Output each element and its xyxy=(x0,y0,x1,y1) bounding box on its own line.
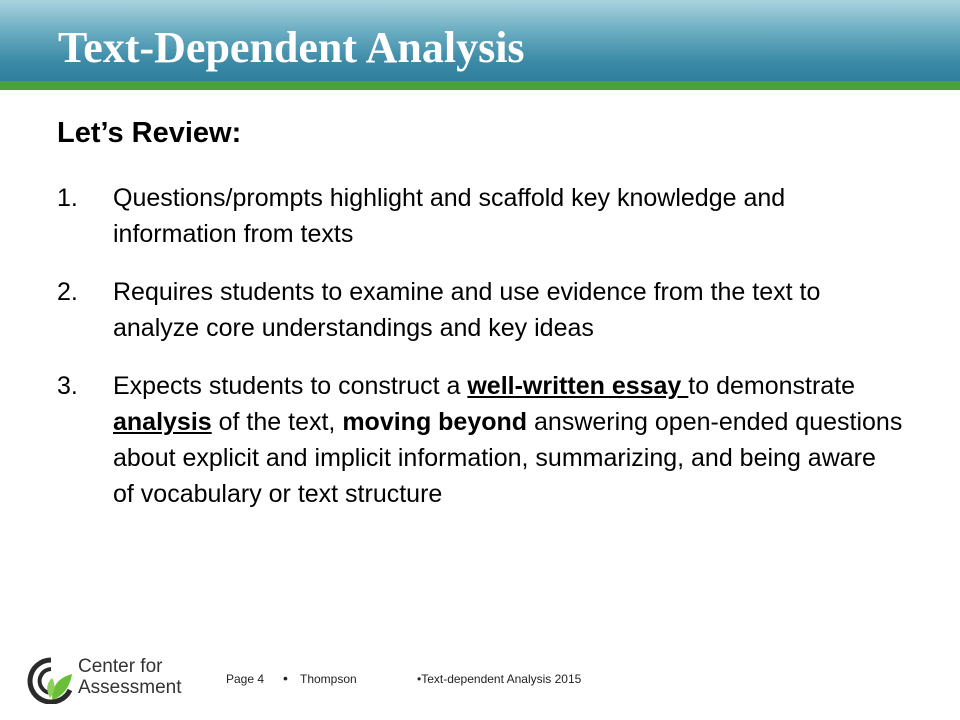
list-item xyxy=(57,180,917,252)
page-number: Page 4 xyxy=(226,672,265,686)
logo-line-2: Assessment xyxy=(78,677,182,698)
footer-citation: •Text-dependent Analysis 2015 xyxy=(417,672,582,686)
item-text-segment: Questions/prompts highlight and scaffold key knowledge and information from texts xyxy=(113,184,786,248)
item-number: 1. xyxy=(57,184,78,212)
slide-footer xyxy=(0,650,960,710)
item-text xyxy=(113,274,903,346)
footer-author: Thompson xyxy=(300,672,357,686)
emphasis-moving-beyond: moving beyond xyxy=(342,408,528,436)
item-text-segment: answering open-ended questions about explicit and implicit information, summarizing, and being aware of vocabulary or text structure xyxy=(113,408,903,508)
item-text xyxy=(113,368,903,512)
review-list xyxy=(57,180,917,534)
footer-bullet: • xyxy=(283,670,288,686)
list-item xyxy=(57,368,917,512)
item-text-segment: of the text, xyxy=(211,408,343,436)
title-bar-accent xyxy=(0,81,960,90)
center-for-assessment-logo-icon xyxy=(26,656,76,704)
item-text-segment: Requires students to examine and use evidence from the text to analyze core understandings and key ideas xyxy=(113,278,821,342)
slide-title: Text-Dependent Analysis xyxy=(58,23,525,72)
item-number: 3. xyxy=(57,372,78,400)
item-text xyxy=(113,180,903,252)
item-text-segment: Expects students to construct a xyxy=(113,372,468,400)
list-item xyxy=(57,274,917,346)
item-number: 2. xyxy=(57,278,78,306)
logo-line-1: Center for xyxy=(78,656,163,677)
logo-wordmark xyxy=(78,656,181,698)
section-heading: Let’s Review: xyxy=(57,117,242,149)
emphasis-analysis: analysis xyxy=(113,408,212,436)
item-text-segment: to demonstrate xyxy=(688,372,856,400)
emphasis-well-written-essay: well-written essay xyxy=(467,372,689,400)
